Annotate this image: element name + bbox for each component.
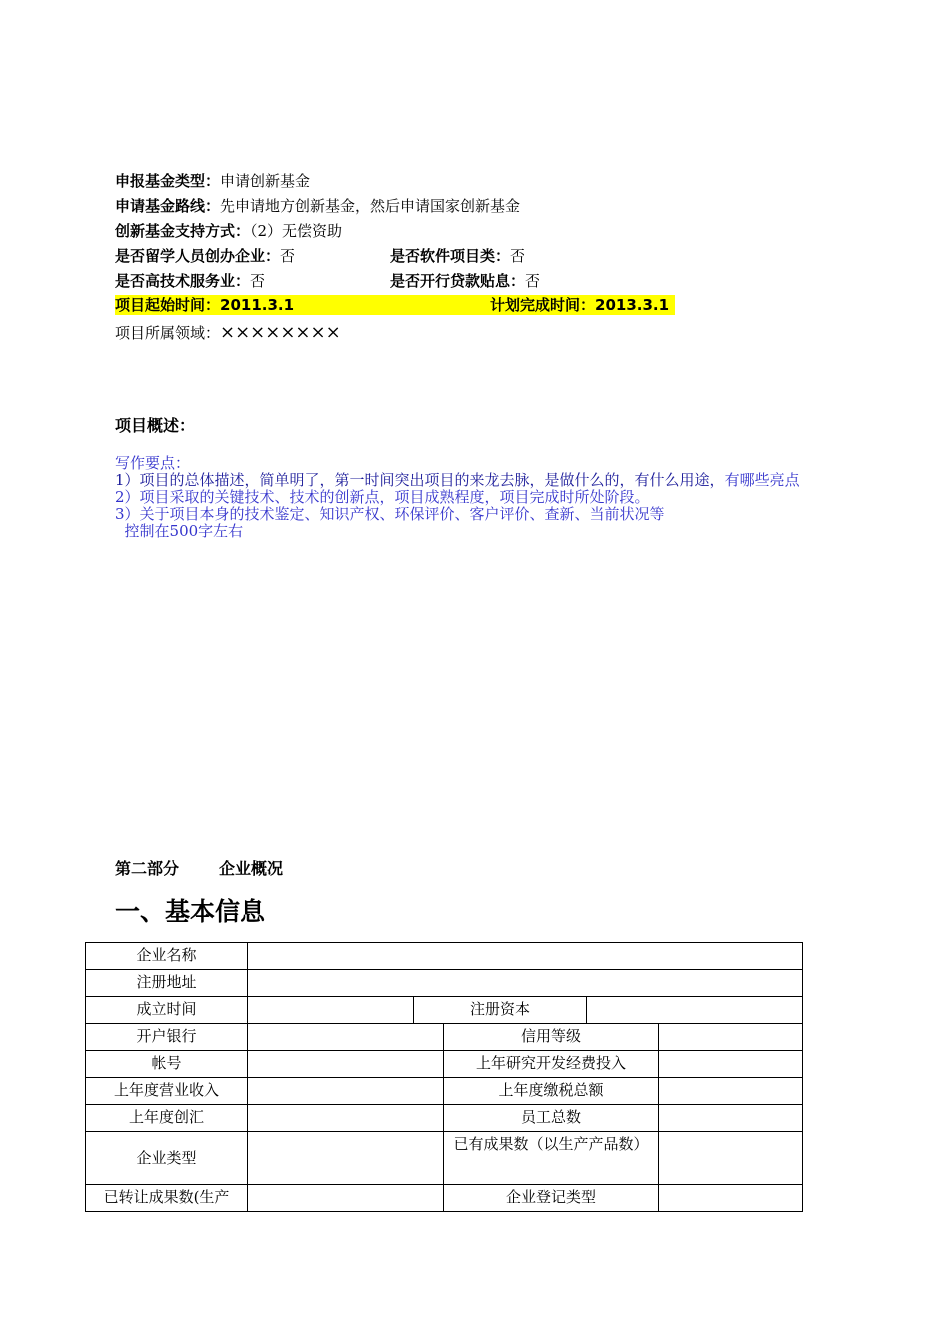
fund-route-value: 先申请地方创新基金，然后申请国家创新基金 [220,197,521,215]
bank-label: 开户银行 [86,1024,248,1051]
part2-heading [115,858,283,880]
plan-label: 计划完成时间： [490,296,596,314]
founded-value[interactable] [248,997,414,1024]
results-value[interactable] [659,1132,803,1185]
overview-title: 项目概述： [115,416,196,435]
ent-type-label: 企业类型 [86,1132,248,1185]
part2-label: 第二部分 [115,859,180,878]
field-line [115,322,341,344]
results-label: 已有成果数（以生产产品数） [444,1132,659,1185]
bank-value[interactable] [248,1024,444,1051]
overseas-value: 否 [280,247,296,265]
guide-title: 写作要点： [115,454,191,472]
hightech-label: 是否高技术服务业： [115,272,251,290]
fund-route-label: 申请基金路线： [115,197,221,215]
loan-value: 否 [525,272,541,290]
table-row [86,1078,803,1105]
software-label: 是否软件项目类： [390,247,511,265]
transferred-label: 已转让成果数(生产 [86,1185,248,1212]
fund-support-value: （2）无偿资助 [250,222,343,240]
reg-capital-label: 注册资本 [414,997,587,1024]
table-row [86,1024,803,1051]
employees-label: 员工总数 [444,1105,659,1132]
table-row [86,1132,803,1185]
rd-invest-value[interactable] [659,1051,803,1078]
guide-point-1 [115,472,845,489]
software-line [390,245,525,267]
start-label: 项目起始时间： [115,296,221,314]
field-label: 项目所属领域： [115,324,221,342]
start-value: 2011.3.1 [220,296,295,314]
credit-label: 信用等级 [444,1024,659,1051]
credit-value[interactable] [659,1024,803,1051]
loan-line [390,270,540,292]
company-name-value[interactable] [248,943,803,970]
fund-route-line [115,195,520,217]
fund-support-label: 创新基金支持方式： [115,222,251,240]
revenue-value[interactable] [248,1078,444,1105]
field-value: ×××××××× [220,322,341,343]
fund-type-label: 申报基金类型： [115,172,221,190]
table-row [86,1051,803,1078]
rd-invest-label: 上年研究开发经费投入 [444,1051,659,1078]
account-label: 帐号 [86,1051,248,1078]
ent-type-value[interactable] [248,1132,444,1185]
reg-address-value[interactable] [248,970,803,997]
overseas-label: 是否留学人员创办企业： [115,247,281,265]
software-value: 否 [510,247,526,265]
basic-info-title: 一、基本信息 [115,897,266,926]
fund-type-line [115,170,310,192]
writing-guide [115,455,845,540]
table-row [86,997,803,1024]
table-row [86,1185,803,1212]
account-value[interactable] [248,1051,444,1078]
table-row [86,943,803,970]
part2-name: 企业概况 [219,859,284,878]
schedule-highlight [115,295,675,315]
founded-label: 成立时间 [86,997,248,1024]
hightech-line [115,270,265,292]
loan-label: 是否开行贷款贴息： [390,272,526,290]
employees-value[interactable] [659,1105,803,1132]
fund-type-value: 申请创新基金 [220,172,311,190]
table-row [86,1105,803,1132]
transferred-value[interactable] [248,1185,444,1212]
plan-value: 2013.3.1 [595,296,670,314]
guide-point-3: 3）关于项目本身的技术鉴定、知识产权、环保评价、客户评价、查新、当前状况等 [115,505,665,523]
reg-capital-value[interactable] [587,997,803,1024]
guide-point-1a: 1）项目的总体描述，简单明了，第一时间突出项目的来龙去脉，是做什么的，有什么用途， [115,471,725,489]
reg-type-label: 企业登记类型 [444,1185,659,1212]
reg-type-value[interactable] [659,1185,803,1212]
guide-point-2: 2）项目采取的关键技术、技术的创新点，项目成熟程度，项目完成时所处阶段。 [115,488,650,506]
hightech-value: 否 [250,272,266,290]
tax-label: 上年度缴税总额 [444,1078,659,1105]
company-name-label: 企业名称 [86,943,248,970]
table-row [86,970,803,997]
fund-support-line [115,220,342,242]
reg-address-label: 注册地址 [86,970,248,997]
forex-label: 上年度创汇 [86,1105,248,1132]
plan-group [490,295,669,315]
basic-info-table [85,942,803,1212]
overseas-line [115,245,295,267]
forex-value[interactable] [248,1105,444,1132]
guide-point-1b: 有哪些亮点 [724,471,800,489]
revenue-label: 上年度营业收入 [86,1078,248,1105]
tax-value[interactable] [659,1078,803,1105]
guide-limit: 控制在500字左右 [115,522,244,540]
